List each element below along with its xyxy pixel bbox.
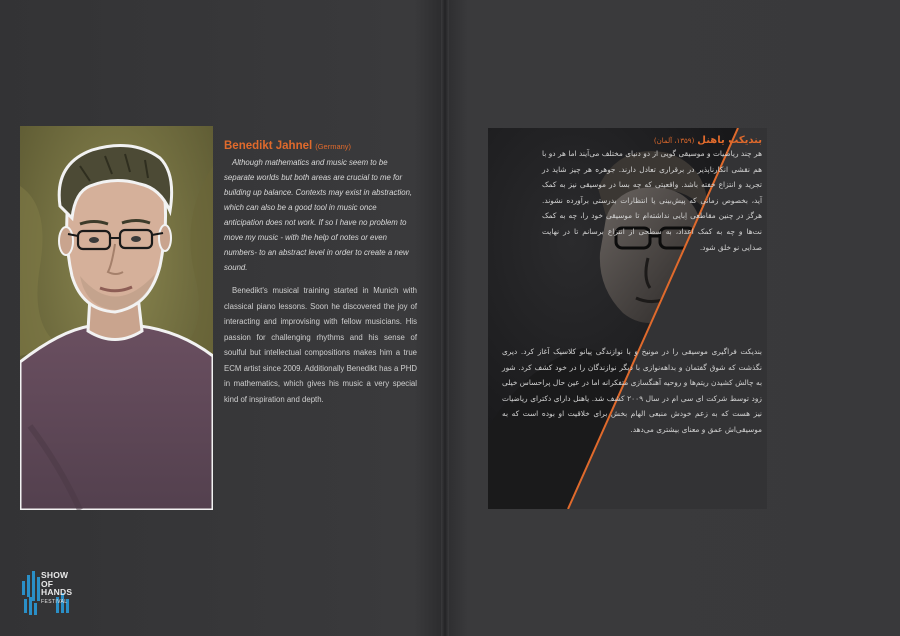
festival-logo-text (41, 571, 72, 606)
artist-quote-fa: هر چند ریاضیات و موسیقی گویی از دو دنیای مختلف می‌آیند اما هر دو با هم نقشی انکارناپذیر در برقراری تعادل دارند. جوهره هر چیز شاید در تجرید و انتزاع خفته باشد. واقعیتی که چه بسا در موسیقی نیز به کمک آید، بخصوص زمانی که پیش‌بینی یا انتظارات بدرستی برآورده نشوند. هرگز در چنین مقاطعی اِبایی نداشته‌ام تا موسیقی خود را، چه به کمک نت‌ها و چه به کمک اعداد، به سطحی از انتزاع برسانم تا در نهایت صدایی نو خلق شود. (542, 149, 762, 252)
logo-line-4: FESTIVAL (41, 598, 68, 605)
logo-line-3: HANDS (41, 587, 73, 598)
artist-name-en: Benedikt Jahnel (224, 140, 313, 152)
artist-bio-fa: بندیکت فراگیری موسیقی را در مونیخ و با نوازندگی پیانو کلاسیک آغاز کرد. دیری نگذشت که شوق گفتمان و بداهه‌نوازی با دیگر نوازندگان را در خود کشف کرد. شور به چالش کشیدن ریتم‌ها و روحیه آهنگسازی متفکرانه اما در عین حال پراحساس خیلی زود توسط شرکت ای سی ام در سال ۲۰۰۹ کشف شد. یاهنل دارای دکترای ریاضیات نیز هست که به زعم خودش منبعی الهام بخش برای خلاقیت او بوده است که به موسیقی‌اش عمق و معنای بیشتری می‌دهد. (502, 347, 762, 434)
artist-quote-en: Although mathematics and music seem to be separate worlds but both areas are crucial to me for building up balance. Contexts may exist in abstraction, which can also be a good tool in music once anticipation does not work. If so I have no problem to move my music - with the help of notes or even numbers- to an abstract level in order to create a new sound. (224, 158, 413, 272)
logo-line-1: SHOW (41, 570, 69, 580)
artist-country-en: (Germany) (315, 142, 352, 151)
artist-bio-en: Benedikt's musical training started in Munich with classical piano lessons. Soon he discovered the joy of interacting and improvising with fellow musicians. His passion for challenging rhythms and his sense of soulful but intellectual compositions makes him a true ECM artist since 2009. Additionally Benedikt has a PHD in mathematics, which gives his music a very special kind of inspiration and depth. (224, 286, 417, 404)
illustrated-portrait (20, 126, 213, 510)
artist-country-fa: (۱۳۵۹، آلمان) (653, 137, 695, 145)
logo-line-2: OF (41, 578, 54, 589)
artist-heading-en (224, 136, 444, 154)
artist-heading-fa (654, 128, 762, 147)
page-spine (441, 0, 449, 636)
artist-name-fa: بندیکت یاهنل (697, 135, 762, 146)
